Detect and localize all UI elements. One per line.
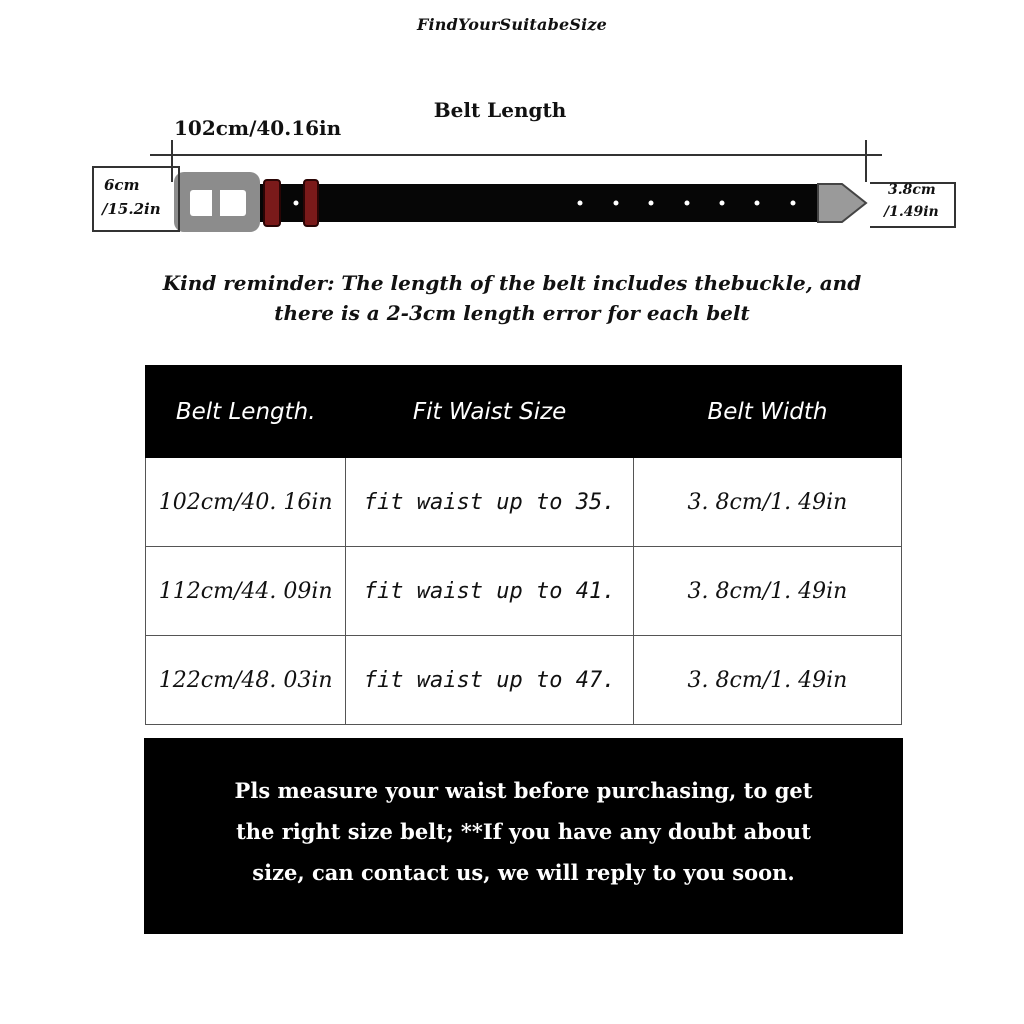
cell-fit-waist: fit waist up to 41.: [346, 547, 634, 636]
buckle-height-value: 6cm: [104, 176, 140, 194]
belt-width-value-inch: /1.49in: [884, 204, 939, 220]
cell-fit-waist: fit waist up to 47.: [346, 636, 634, 725]
measure-notice: [144, 738, 903, 934]
belt-keeper-1: [264, 180, 280, 226]
belt-length-value: 102cm/40.16in: [174, 116, 342, 140]
table-row: [146, 547, 902, 636]
cell-belt-length: 112cm/44. 09in: [146, 547, 346, 636]
header-belt-length: Belt Length.: [146, 366, 346, 458]
cell-fit-waist: fit waist up to 35.: [346, 458, 634, 547]
cell-belt-length: 102cm/40. 16in: [146, 458, 346, 547]
reminder-line-1: Kind reminder: The length of the belt includes thebuckle, and: [162, 271, 862, 295]
belt-buckle: [174, 172, 260, 232]
table-header-row: [146, 366, 902, 458]
header-belt-width: Belt Width: [633, 366, 901, 458]
cell-belt-width: 3. 8cm/1. 49in: [633, 458, 901, 547]
buckle-height-value-inch: /15.2in: [102, 200, 161, 218]
notice-line-2: the right size belt; **If you have any doubt about: [236, 819, 811, 844]
table-row: [146, 636, 902, 725]
page-title: FindYourSuitabeSize: [416, 15, 608, 34]
cell-belt-length: 122cm/48. 03in: [146, 636, 346, 725]
belt-tip: [818, 184, 866, 222]
cell-belt-width: 3. 8cm/1. 49in: [633, 636, 901, 725]
cell-belt-width: 3. 8cm/1. 49in: [633, 547, 901, 636]
belt-keeper-2: [304, 180, 318, 226]
belt-width-value: 3.8cm: [888, 182, 936, 198]
belt-strap: [250, 184, 822, 222]
belt-length-label: Belt Length: [433, 98, 567, 122]
size-table: [145, 365, 902, 725]
notice-line-3: size, can contact us, we will reply to you soon.: [252, 860, 795, 885]
header-fit-waist-size: Fit Waist Size: [346, 366, 634, 458]
table-row: [146, 458, 902, 547]
kind-reminder: [150, 268, 874, 328]
reminder-line-2: there is a 2-3cm length error for each belt: [274, 301, 750, 325]
notice-line-1: Pls measure your waist before purchasing, to get: [234, 778, 813, 803]
